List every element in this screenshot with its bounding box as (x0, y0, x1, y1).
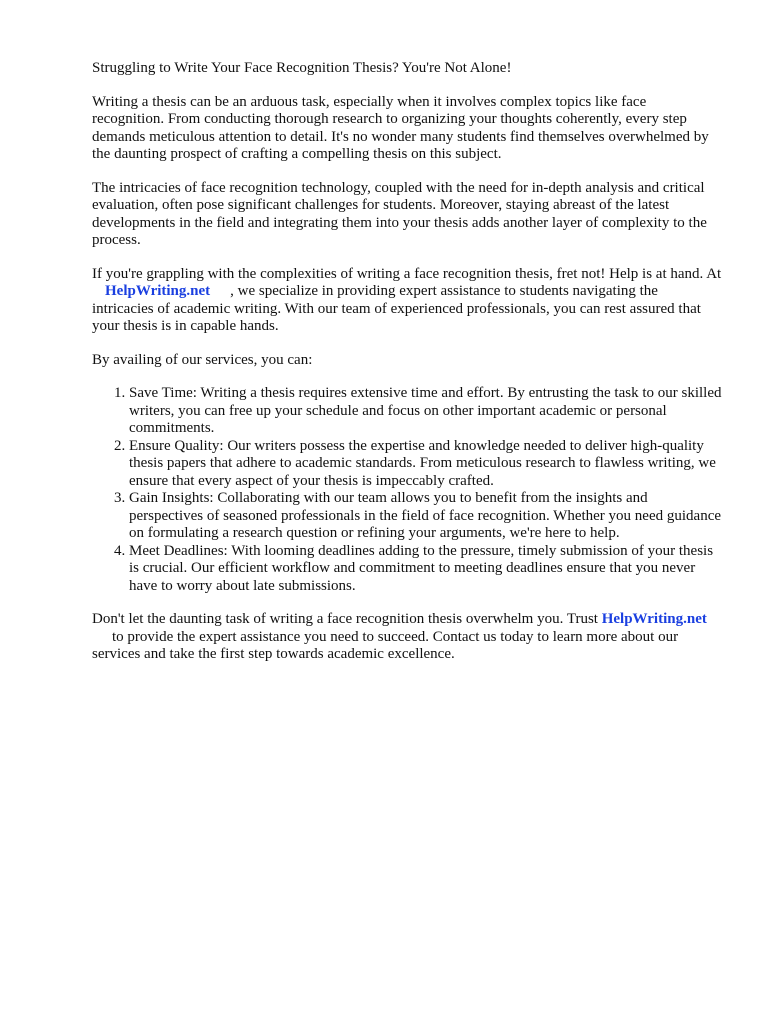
paragraph-intro: Writing a thesis can be an arduous task, especially when it involves complex topics like face recognition. From conducting thorough research to organizing your thoughts coherently, every step demands meticulous attention to detail. It's no wonder many students find themselves overwhelmed by the daunting prospect of crafting a compelling thesis on this subject. (92, 93, 709, 162)
paragraph-closing-text-before: Don't let the daunting task of writing a face recognition thesis overwhelm you. Trust (92, 611, 598, 627)
paragraph-closing-text-after: to provide the expert assistance you need to succeed. Contact us today to learn more about our services and take the first step towards academic excellence. (92, 628, 679, 662)
list-item: 1. Save Time: Writing a thesis requires extensive time and effort. By entrusting the task to our skilled writers, you can free up your schedule and focus on other important academic or personal commitments. (129, 385, 722, 438)
paragraph-help (92, 266, 722, 336)
paragraph-help-text-before: If you're grappling with the complexities of writing a face recognition thesis, fret not! Help is at hand. At (92, 265, 722, 282)
list-item: 4. Meet Deadlines: With looming deadlines adding to the pressure, timely submission of your thesis is crucial. Our efficient workflow and commitment to meeting deadlines ensure that you never have to worry about late submissions. (129, 543, 722, 596)
list-intro: By availing of our services, you can: (92, 351, 313, 368)
list-item: 2. Ensure Quality: Our writers possess the expertise and knowledge needed to deliver high-quality thesis papers that adhere to academic standards. From meticulous research to flawless writing, we ensure that every aspect of your thesis is impeccably crafted. (129, 438, 722, 491)
paragraph-closing (92, 611, 722, 664)
helpwriting-link[interactable]: HelpWriting.net (105, 283, 211, 299)
benefits-list (92, 385, 722, 595)
paragraph-challenges: The intricacies of face recognition technology, coupled with the need for in-depth analysis and critical evaluation, often pose significant challenges for students. Moreover, staying abreast of the latest developments in the field and integrating them into your thesis adds another layer of complexity to the process. (92, 179, 707, 248)
list-item: 3. Gain Insights: Collaborating with our team allows you to benefit from the insights and perspectives of seasoned professionals in the field of face recognition. Whether you need guidance on formulating a research question or refining your arguments, we're here to help. (129, 490, 722, 543)
paragraph-help-text-after: , we specialize in providing expert assistance to students navigating the intricacies of academic writing. With our team of experienced professionals, you can rest assured that your thesis is in capable hands. (92, 283, 701, 334)
document-title: Struggling to Write Your Face Recognition Thesis? You're Not Alone! (92, 60, 512, 76)
helpwriting-link[interactable]: HelpWriting.net (601, 611, 707, 627)
document-body (92, 60, 722, 680)
